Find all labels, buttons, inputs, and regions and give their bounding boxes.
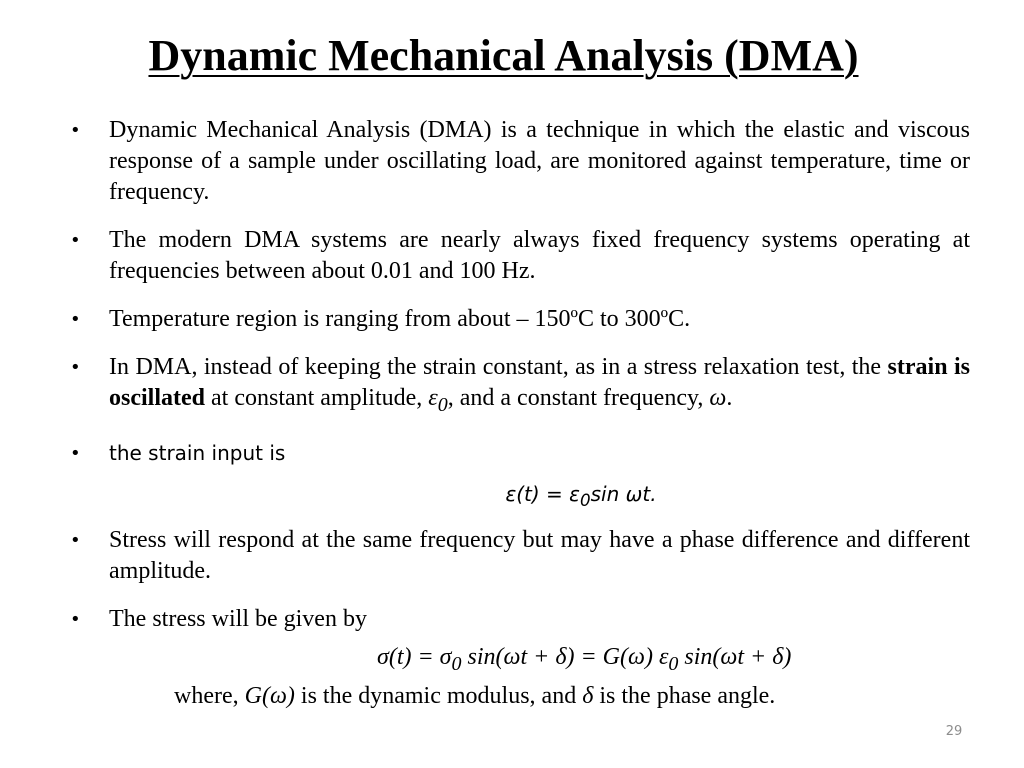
bullet-text-part: at constant amplitude, (205, 385, 429, 411)
bullet-text: The stress will be given by (109, 605, 367, 632)
where-line (70, 681, 970, 712)
epsilon-subscript: 0 (437, 393, 448, 416)
bullet-text: the strain input is (109, 440, 286, 465)
bullet-icon: • (70, 120, 81, 141)
where-text: is the phase angle. (593, 682, 776, 709)
bullet-text-part: . (726, 385, 733, 411)
where-text: where, (174, 682, 245, 709)
slide-content (70, 115, 970, 712)
bullet-icon: • (70, 442, 81, 464)
where-text: is the dynamic modulus, and (294, 682, 583, 709)
bullet-text-part: , and a constant frequency, (447, 385, 710, 411)
stress-eq-sub: 0 (451, 652, 462, 675)
bullet-icon: • (70, 309, 81, 330)
stress-eq-sub: 0 (668, 652, 679, 675)
bullet-icon: • (70, 357, 81, 378)
bullet-item (70, 604, 970, 635)
bullet-icon: • (70, 529, 81, 551)
bullet-text-part: In DMA, instead of keeping the strain constant, as in a stress relaxation test, the (109, 354, 888, 380)
bullet-text: Stress will respond at the same frequency but may have a phase difference and different amplitude. (109, 526, 970, 584)
bullet-item (70, 225, 970, 287)
strain-eq-sub: 0 (579, 490, 591, 510)
bullet-text-bold: strain is oscillated (109, 354, 971, 411)
dynamic-modulus-symbol: G(ω) (244, 682, 295, 709)
bullet-text: Dynamic Mechanical Analysis (DMA) is a technique in which the elastic and viscous response of a sample under oscillating load, are monitored against temperature, time or frequency. (109, 117, 970, 205)
bullet-icon: • (70, 230, 81, 251)
stress-eq-part: σ(t) = σ (377, 643, 452, 670)
strain-equation (70, 480, 970, 515)
epsilon-symbol: ε (428, 385, 438, 411)
slide-title-text: Dynamic Mechanical Analysis (DMA) (148, 31, 859, 80)
stress-eq-part: sin(ωt + δ) = G(ω) ε (461, 643, 669, 670)
bullet-item (70, 352, 970, 421)
slide-title (0, 30, 1007, 82)
bullet-text: Temperature region is ranging from about – 150ºC to 300ºC. (109, 306, 691, 332)
bullet-item (70, 525, 970, 587)
omega-symbol: ω (709, 385, 727, 411)
bullet-icon: • (70, 608, 81, 630)
phase-angle-symbol: δ (582, 682, 594, 709)
strain-eq-right: sin ωt. (590, 481, 657, 506)
strain-eq-left: ε(t) = ε (505, 481, 580, 506)
page-number: 29 (945, 724, 963, 739)
bullet-text: The modern DMA systems are nearly always fixed frequency systems operating at frequencies between about 0.01 and 100 Hz. (109, 227, 970, 284)
bullet-item (70, 115, 970, 208)
stress-equation (70, 642, 970, 680)
bullet-item (70, 304, 970, 335)
stress-eq-part: sin(ωt + δ) (678, 643, 792, 670)
bullet-item (70, 438, 970, 469)
